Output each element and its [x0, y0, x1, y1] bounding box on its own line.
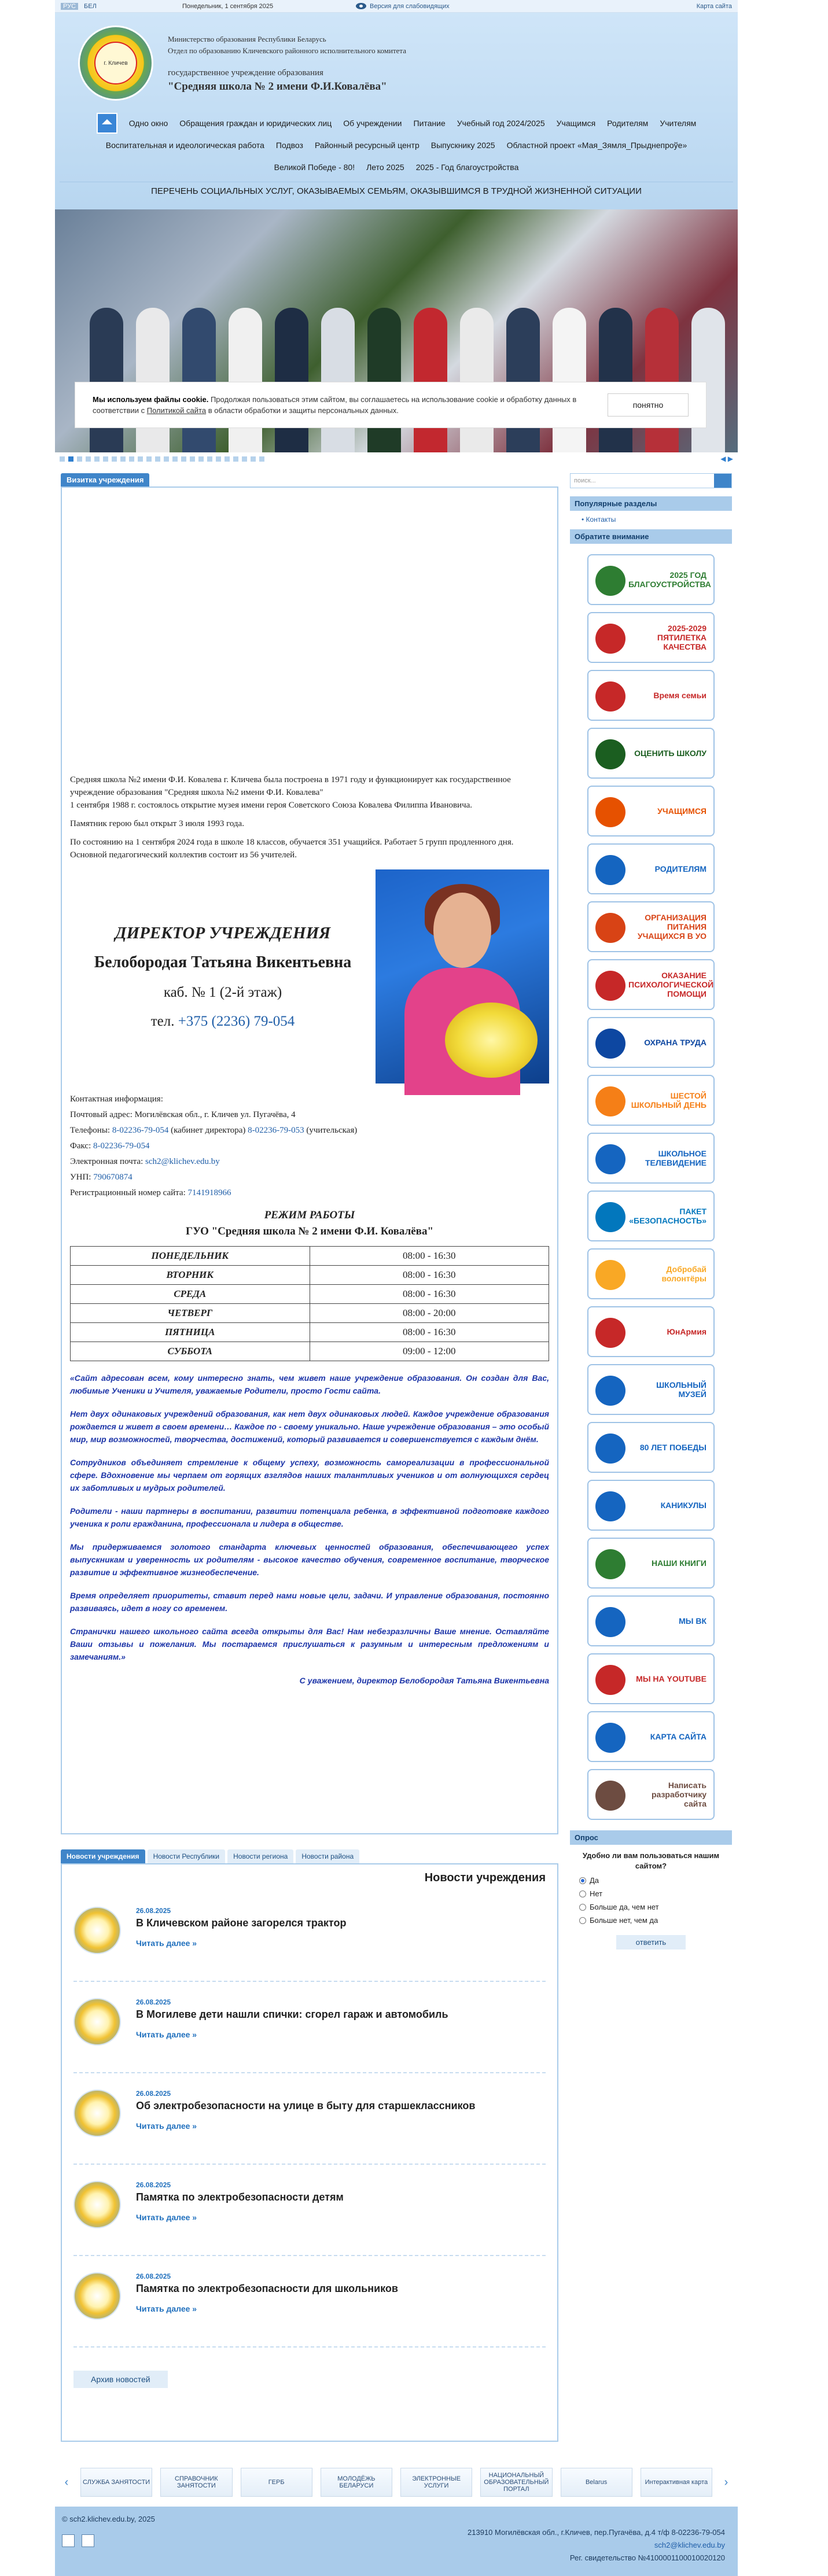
welcome-paragraph: Сотрудников объединяет стремление к общему успеху, возможность самореализации в профессиональной сфере. Вдохновение мы черпаем от горящих взглядов наших талантливых учеников и от волнующихся сердец их заботливых и мудрых родителей. — [70, 1458, 549, 1492]
welcome-paragraph: Родители - наши партнеры в воспитании, развитии потенциала ребенка, в эффективной подготовке каждого ученика к роли гражданина, профессионала и лидера в обществе. — [70, 1506, 549, 1528]
cookie-text — [93, 394, 593, 416]
cookie-body-end: в области обработки и защиты персональных данных. — [206, 406, 399, 415]
table-row — [71, 1285, 549, 1304]
poll-option[interactable]: Больше нет, чем да — [579, 1916, 723, 1925]
director-photo — [376, 869, 549, 1084]
nav-students[interactable]: Учащимся — [556, 119, 596, 128]
copyright: © sch2.klichev.edu.by, 2025 — [62, 2515, 155, 2523]
history-paragraph: Средняя школа №2 имени Ф.И. Ковалева г. Кличева была построена в 1971 году и функционирует как государственное учреждение образования "Средняя школа №2 имени Ф.И. Ковалева" 1 сентября 1988 г. состоялось открытие музея имени героя Советского Союза Ковалева Филиппа Ивановича. — [70, 775, 511, 810]
sidebar — [570, 473, 732, 2442]
tv-icon — [595, 1144, 625, 1174]
sidebar-banner[interactable] — [587, 959, 715, 1010]
students-icon — [595, 797, 625, 827]
sidebar-banner-label: НАШИ КНИГИ — [652, 1558, 706, 1568]
schedule-time: 08:00 - 16:30 — [310, 1323, 549, 1342]
poll-option[interactable]: Нет — [579, 1889, 723, 1898]
tab-region-news[interactable]: Новости региона — [227, 1849, 293, 1863]
slider-figure — [182, 308, 216, 452]
email: Электронная почта: sch2@klichev.edu.by — [70, 1157, 220, 1166]
sidebar-banner[interactable] — [587, 1075, 715, 1126]
nav-about[interactable]: Об учреждении — [343, 119, 402, 128]
org-type: государственное учреждение образования — [168, 68, 323, 78]
family-icon — [595, 681, 625, 712]
slider-dot[interactable] — [112, 456, 117, 462]
news-badge-icon — [73, 2181, 121, 2228]
list-item — [73, 2256, 546, 2347]
ministry-name: Министерство образования Республики Беларусь — [168, 35, 326, 43]
page — [55, 0, 738, 2562]
nav-parents[interactable]: Родителям — [607, 119, 649, 128]
sitemap-icon — [595, 1723, 625, 1753]
phones: Телефоны: 8-02236-79-054 (кабинет директора) 8-02236-79-053 (учительская) — [70, 1126, 358, 1135]
nav-summer[interactable]: Лето 2025 — [366, 163, 404, 172]
school-name: "Средняя школа № 2 имени Ф.И.Ковалёва" — [168, 80, 387, 93]
slider-dot[interactable] — [225, 456, 230, 462]
developer-icon — [595, 1781, 625, 1811]
welcome-paragraph: Нет двух одинаковых учреждений образования, как нет двух одинаковых людей. Каждое учреждение образования рождается и живет в своем времени… Каждое по - своему уникально. Наше учреждение образования – это особый мир, мир возможностей, творчества, достижений, который развивается и совершенствуется с каждым днём. — [70, 1409, 549, 1444]
slider-dot[interactable] — [120, 456, 126, 462]
sidebar-banner-label: ПАКЕТ «БЕЗОПАСНОСТЬ» — [629, 1207, 706, 1225]
partner-link[interactable]: НАЦИОНАЛЬНЫЙ ОБРАЗОВАТЕЛЬНЫЙ ПОРТАЛ — [480, 2468, 552, 2497]
slider-dot[interactable] — [164, 456, 169, 462]
news-date: 26.08.2025 — [136, 2089, 171, 2098]
sidebar-banner[interactable] — [587, 1480, 715, 1531]
sidebar-banner[interactable] — [587, 1595, 715, 1646]
nav-year-improvement[interactable]: 2025 - Год благоустройства — [415, 163, 519, 172]
slider-dot[interactable] — [251, 456, 256, 462]
language-switcher — [61, 3, 182, 10]
slider-dot[interactable] — [181, 456, 186, 462]
slider-dot[interactable] — [77, 456, 82, 462]
welcome-paragraph: Странички нашего школьного сайта всегда открыты для Вас! Нам небезразличны Ваше мнение. Оставляйте Ваши отзывы и пожелания. Мы постараемся прислушаться к разумным и интересным предложениям и замечаниям.» — [70, 1627, 549, 1661]
check-icon — [595, 739, 625, 769]
news-title-link[interactable]: В Кличевском районе загорелся трактор — [136, 1917, 347, 1929]
emblem-icon — [595, 566, 625, 596]
list-item — [73, 2165, 546, 2256]
contacts-label: Контактная информация: — [70, 1094, 163, 1104]
army-icon — [595, 1318, 625, 1348]
schedule-time: 08:00 - 20:00 — [310, 1304, 549, 1323]
victory-icon — [595, 1433, 625, 1464]
sidebar-banner[interactable] — [587, 901, 715, 952]
sidebar-banner-label: КАРТА САЙТА — [650, 1732, 706, 1741]
slider-figure — [599, 308, 632, 452]
phone-director-link[interactable]: 8-02236-79-054 — [112, 1126, 169, 1135]
schedule-day: ЧЕТВЕРГ — [71, 1304, 310, 1323]
sidebar-banner[interactable] — [587, 786, 715, 836]
list-item — [73, 1890, 546, 1982]
poll-option[interactable]: Больше да, чем нет — [579, 1903, 723, 1911]
news-title-link[interactable]: Памятка по электробезопасности детям — [136, 2191, 344, 2203]
vote-button[interactable]: ответить — [616, 1935, 686, 1949]
nav-teachers[interactable]: Учителям — [660, 119, 697, 128]
news-list — [61, 1863, 558, 2442]
stats-paragraph: По состоянию на 1 сентября 2024 года в школе 18 классов, обучается 351 учащийся. Работает 5 групп продленного дня. Основной педагогический коллектив состоит из 56 учителей. — [70, 838, 514, 860]
phone-staff-link[interactable]: 8-02236-79-053 — [248, 1126, 304, 1135]
welcome-paragraph: «Сайт адресован всем, кому интересно знать, чем живет наше учреждение образования. Он создан для Вас, любимые Ученики и Учителя, уважаемые Родители, просто Гости сайта. — [70, 1373, 549, 1395]
slider-figure — [691, 308, 725, 452]
sidebar-banner-label: РОДИТЕЛЯМ — [654, 864, 706, 874]
cookie-banner — [75, 382, 706, 428]
sidebar-banner-label: ОКАЗАНИЕ ПСИХОЛОГИЧЕСКОЙ ПОМОЩИ — [628, 971, 714, 998]
schedule-time: 08:00 - 16:30 — [310, 1285, 549, 1304]
schedule-day: ПОНЕДЕЛЬНИК — [71, 1247, 310, 1266]
director-name: Белобородая Татьяна Викентьевна — [94, 953, 352, 971]
security-icon — [595, 1202, 625, 1232]
slider-figure — [460, 308, 494, 452]
director-room: каб. № 1 (2-й этаж) — [163, 984, 282, 1000]
slider-figure — [90, 308, 123, 452]
slider-controls[interactable]: ◀ ▶ — [720, 455, 733, 463]
home-icon[interactable] — [97, 113, 117, 134]
sixth-day-icon — [595, 1086, 625, 1116]
sidebar-banner-label: ШКОЛЬНЫЙ МУЗЕЙ — [656, 1380, 706, 1399]
table-row — [71, 1247, 549, 1266]
poll-option[interactable]: Да — [579, 1876, 723, 1885]
read-more-link[interactable]: Читать далее » — [136, 2304, 197, 2313]
radio-icon[interactable] — [579, 1877, 586, 1884]
slider-figure — [645, 308, 679, 452]
bee-icon — [595, 1260, 625, 1290]
schedule-time: 09:00 - 12:00 — [310, 1342, 549, 1361]
slider-dot[interactable] — [60, 456, 65, 462]
current-date: Понедельник, 1 сентября 2025 — [182, 2, 274, 10]
reg-link[interactable]: 7141918966 — [187, 1188, 231, 1197]
news-date: 26.08.2025 — [136, 2181, 171, 2189]
table-row — [71, 1304, 549, 1323]
sidebar-banner[interactable] — [587, 1306, 715, 1357]
qr-icon[interactable] — [82, 2534, 94, 2547]
slider-figure — [321, 308, 355, 452]
attention-heading: Обратите внимание — [570, 529, 732, 544]
books-icon — [595, 1549, 625, 1579]
vk-icon — [595, 1607, 625, 1637]
counter-icon[interactable] — [62, 2534, 75, 2547]
nav-row-1 — [60, 112, 733, 134]
poll — [570, 1845, 732, 1955]
sidebar-banner[interactable] — [587, 1422, 715, 1473]
slider-figure — [506, 308, 540, 452]
impaired-version-link[interactable] — [356, 3, 697, 10]
lang-ru[interactable]: РУС — [61, 3, 78, 10]
popular-heading: Популярные разделы — [570, 496, 732, 511]
radio-icon[interactable] — [579, 1904, 586, 1911]
nav-one-window[interactable]: Одно окно — [128, 119, 168, 128]
slider-dot[interactable] — [233, 456, 238, 462]
search-box — [570, 473, 732, 488]
news-title-link[interactable]: Памятка по электробезопасности для школьников — [136, 2283, 398, 2294]
slider-dot[interactable] — [259, 456, 264, 462]
footer-reg: Рег. свидетельство №4100001100010020120 — [569, 2553, 725, 2562]
nav-appeals[interactable]: Обращения граждан и юридических лиц — [179, 119, 332, 128]
visit-card — [61, 487, 558, 1834]
social-services-link[interactable]: ПЕРЕЧЕНЬ СОЦИАЛЬНЫХ УСЛУГ, ОКАЗЫВАЕМЫХ СЕМЬЯМ, ОКАЗЫВШИМСЯ В ТРУДНОЙ ЖИЗНЕННОЙ СИТУАЦИИ — [60, 182, 733, 200]
director-title: ДИРЕКТОР УЧРЕЖДЕНИЯ — [115, 923, 331, 942]
partner-link[interactable]: СПРАВОЧНИК ЗАНЯТОСТИ — [160, 2468, 232, 2497]
sidebar-banner-label: ОРГАНИЗАЦИЯ ПИТАНИЯ УЧАЩИХСЯ В УО — [637, 913, 706, 941]
slider-figure — [136, 308, 170, 452]
fax: Факс: 8-02236-79-054 — [70, 1141, 150, 1151]
safety-icon — [595, 1029, 625, 1059]
nav-resource-center[interactable]: Районный ресурсный центр — [314, 141, 419, 150]
news-heading: Новости учреждения — [424, 1871, 546, 1884]
table-row — [71, 1342, 549, 1361]
sidebar-banner-label: ШЕСТОЙ ШКОЛЬНЫЙ ДЕНЬ — [631, 1091, 706, 1110]
sidebar-banner-label: ОЦЕНИТЬ ШКОЛУ — [634, 749, 706, 758]
nav-row-2 — [60, 134, 733, 156]
main-column — [61, 473, 558, 2442]
partner-link[interactable]: ЭЛЕКТРОННЫЕ УСЛУГИ — [400, 2468, 472, 2497]
partner-carousel — [55, 2465, 738, 2500]
director-info — [70, 924, 376, 1030]
sidebar-banner[interactable] — [587, 670, 715, 721]
youtube-icon — [595, 1665, 625, 1695]
partner-link[interactable]: Интерактивная карта — [641, 2468, 712, 2497]
sidebar-banner[interactable] — [587, 843, 715, 894]
nav-row-3 — [60, 156, 733, 178]
tab-school-news[interactable]: Новости учреждения — [61, 1849, 145, 1863]
search-input[interactable]: поиск... — [574, 477, 596, 484]
regime-title: РЕЖИМ РАБОТЫ — [264, 1209, 355, 1221]
slider-dot[interactable] — [129, 456, 134, 462]
tab-district-news[interactable]: Новости района — [296, 1849, 359, 1863]
banner-list — [570, 544, 732, 1820]
partner-link[interactable]: ГЕРБ — [241, 2468, 312, 2497]
schedule-day: СУББОТА — [71, 1342, 310, 1361]
footer-contacts — [468, 2526, 725, 2564]
slider-dot[interactable] — [190, 456, 195, 462]
popular-list — [570, 511, 732, 528]
radio-icon[interactable] — [579, 1917, 586, 1924]
email-link[interactable]: sch2@klichev.edu.by — [145, 1157, 220, 1166]
holidays-icon — [595, 1491, 625, 1521]
sidebar-banner-label: ЮнАрмия — [667, 1327, 706, 1336]
read-more-link[interactable]: Читать далее » — [136, 2030, 197, 2039]
site-header — [55, 13, 738, 209]
nav-food[interactable]: Питание — [413, 119, 446, 128]
director-block — [70, 869, 549, 1084]
list-item — [73, 1982, 546, 2073]
read-more-link[interactable]: Читать далее » — [136, 2121, 197, 2131]
carousel-next-icon[interactable]: › — [724, 2475, 728, 2489]
partner-link[interactable]: СЛУЖБА ЗАНЯТОСТИ — [80, 2468, 152, 2497]
slider-dot[interactable] — [146, 456, 152, 462]
museum-icon — [595, 1376, 625, 1406]
partner-link[interactable]: МОЛОДЁЖЬ БЕЛАРУСИ — [321, 2468, 392, 2497]
contact-info — [70, 1092, 549, 1201]
schedule-time: 08:00 - 16:30 — [310, 1266, 549, 1285]
unp-link[interactable]: 790670874 — [93, 1173, 133, 1182]
impaired-label: Версия для слабовидящих — [370, 2, 450, 10]
sidebar-banner[interactable] — [587, 1364, 715, 1415]
cookie-policy-link[interactable]: Политикой сайта — [146, 406, 207, 415]
sidebar-banner-label: 80 ЛЕТ ПОБЕДЫ — [639, 1443, 706, 1452]
slider-dot[interactable] — [68, 456, 73, 462]
schedule-day: ПЯТНИЦА — [71, 1323, 310, 1342]
welcome-paragraph: Мы придерживаемся золотого стандарта ключевых ценностей образования, обеспечивающего успех выпускникам и уверенность их родителям - высокое качество обучения, современное воспитание, творческое развитие и эффективное жизнеобеспечение. — [70, 1542, 549, 1577]
schedule-table — [70, 1246, 549, 1361]
photo-slider[interactable] — [55, 209, 738, 452]
sidebar-banner-label: УЧАЩИМСЯ — [657, 806, 706, 816]
sidebar-banner[interactable] — [587, 728, 715, 779]
sidebar-banner[interactable] — [587, 1191, 715, 1241]
lang-by[interactable]: БЕЛ — [84, 2, 97, 10]
list-item — [73, 2073, 546, 2165]
news-badge-icon — [73, 2089, 121, 2137]
popular-item-contacts[interactable]: • Контакты — [582, 515, 616, 524]
footer-email-link[interactable]: sch2@klichev.edu.by — [654, 2541, 725, 2549]
header-text — [168, 35, 406, 93]
slider-dot[interactable] — [242, 456, 247, 462]
monument-paragraph: Памятник герою был открыт 3 июля 1993 года. — [70, 819, 244, 828]
search-button[interactable] — [714, 474, 731, 488]
sidebar-banner-label: ОХРАНА ТРУДА — [644, 1038, 706, 1047]
sidebar-banner-label: 2025-2029 ПЯТИЛЕТКА КАЧЕСТВА — [657, 624, 706, 651]
slider-dot[interactable] — [207, 456, 212, 462]
news-title-link[interactable]: Об электробезопасности на улице в быту для старшеклассников — [136, 2100, 476, 2111]
site-reg-number: Регистрационный номер сайта: 7141918966 — [70, 1188, 231, 1197]
quality-icon — [595, 624, 625, 654]
welcome-paragraph: Время определяет приоритеты, ставит перед нами новые цели, задачи. И управление образования, постоянно развиваясь, идет в ногу со временем. — [70, 1591, 549, 1613]
director-phone-link[interactable]: +375 (2236) 79-054 — [178, 1013, 295, 1029]
school-logo[interactable] — [78, 25, 153, 101]
slider-dot[interactable] — [198, 456, 204, 462]
food-icon — [595, 913, 625, 943]
site-footer — [55, 2507, 738, 2576]
partner-link[interactable]: Belarus — [561, 2468, 632, 2497]
work-schedule-heading — [70, 1209, 549, 1238]
embedded-media-area — [70, 496, 549, 773]
sitemap-link[interactable]: Карта сайта — [696, 2, 732, 10]
top-bar — [55, 0, 738, 13]
sidebar-banner[interactable] — [587, 554, 715, 605]
nav-transport[interactable]: Подвоз — [275, 141, 303, 150]
sidebar-banner-label: МЫ НА YOUTUBE — [636, 1674, 706, 1683]
director-phone: тел. +375 (2236) 79-054 — [150, 1013, 295, 1029]
news-date: 26.08.2025 — [136, 2272, 171, 2280]
slider-figure — [553, 308, 586, 452]
regime-org: ГУО "Средняя школа № 2 имени Ф.И. Ковалёва" — [186, 1225, 433, 1237]
sidebar-banner[interactable] — [587, 1538, 715, 1589]
schedule-day: СРЕДА — [71, 1285, 310, 1304]
news-badge-icon — [73, 1998, 121, 2046]
sidebar-banner[interactable] — [587, 1711, 715, 1762]
table-row — [71, 1266, 549, 1285]
tab-visit-card[interactable]: Визитка учреждения — [61, 473, 149, 487]
nav-regional-project[interactable]: Областной проект «Мая_Зямля_Прыднепроўе» — [506, 141, 687, 150]
news-date: 26.08.2025 — [136, 1907, 171, 1915]
news-title-link[interactable]: В Могилеве дети нашли спички: сгорел гараж и автомобиль — [136, 2009, 448, 2020]
fax-link[interactable]: 8-02236-79-054 — [93, 1141, 150, 1151]
logo-caption: г. Кличев — [94, 42, 137, 84]
news-badge-icon — [73, 2272, 121, 2320]
nav-victory-80[interactable]: Великой Победе - 80! — [274, 163, 355, 172]
slider-dot[interactable] — [172, 456, 178, 462]
slider-dots — [55, 452, 738, 465]
nav-education-work[interactable]: Воспитательная и идеологическая работа — [105, 141, 264, 150]
sidebar-banner[interactable] — [587, 1017, 715, 1068]
sidebar-banner[interactable] — [587, 1653, 715, 1704]
slider-dot[interactable] — [86, 456, 91, 462]
table-row — [71, 1323, 549, 1342]
cookie-accept-button[interactable]: понятно — [608, 393, 689, 417]
footer-address: 213910 Могилёвская обл., г.Кличев, пер.Пугачёва, д.4 т/ф 8-02236-79-054 — [468, 2528, 725, 2537]
slider-figure — [229, 308, 262, 452]
slider-figure — [275, 308, 308, 452]
sidebar-banner-label: Время семьи — [653, 691, 706, 700]
sidebar-banner[interactable] — [587, 612, 715, 663]
cookie-title: Мы используем файлы cookie. — [93, 395, 209, 404]
postal-address: Почтовый адрес: Могилёвская обл., г. Кличев ул. Пугачёва, 4 — [70, 1110, 296, 1119]
heart-icon — [595, 971, 625, 1001]
news-tabs — [61, 1849, 558, 1863]
sidebar-banner[interactable] — [587, 1769, 715, 1820]
sidebar-banner-label: ШКОЛЬНОЕ ТЕЛЕВИДЕНИЕ — [645, 1149, 706, 1167]
news-date: 26.08.2025 — [136, 1998, 171, 2006]
footer-icons — [62, 2534, 94, 2547]
news-badge-icon — [73, 1907, 121, 1954]
nav-graduates[interactable]: Выпускнику 2025 — [430, 141, 495, 150]
slider-dot[interactable] — [216, 456, 221, 462]
read-more-link[interactable]: Читать далее » — [136, 1939, 197, 1948]
slider-figure — [367, 308, 401, 452]
main-nav — [60, 112, 733, 200]
slider-dot[interactable] — [103, 456, 108, 462]
schedule-day: ВТОРНИК — [71, 1266, 310, 1285]
sidebar-banner[interactable] — [587, 1248, 715, 1299]
department-name: Отдел по образованию Кличевского районного исполнительного комитета — [168, 46, 407, 55]
carousel-prev-icon[interactable]: ‹ — [64, 2475, 69, 2489]
sidebar-banner-label: 2025 ГОД БЛАГОУСТРОЙСТВА — [628, 570, 711, 589]
parents-icon — [595, 855, 625, 885]
tab-republic-news[interactable]: Новости Республики — [148, 1849, 226, 1863]
poll-heading: Опрос — [570, 1830, 732, 1845]
read-more-link[interactable]: Читать далее » — [136, 2213, 197, 2222]
radio-icon[interactable] — [579, 1890, 586, 1897]
sidebar-banner-label: КАНИКУЛЫ — [660, 1501, 706, 1510]
unp: УНП: 790670874 — [70, 1173, 133, 1182]
sidebar-banner-label: МЫ ВК — [679, 1616, 706, 1626]
director-signature: С уважением, директор Белобородая Татьяна Викентьевна — [299, 1676, 549, 1685]
slider-dot[interactable] — [138, 456, 143, 462]
content-columns — [55, 465, 738, 2442]
slider-figure — [414, 308, 447, 452]
nav-school-year[interactable]: Учебный год 2024/2025 — [457, 119, 545, 128]
slider-dot[interactable] — [155, 456, 160, 462]
eye-icon — [356, 3, 366, 9]
poll-question: Удобно ли вам пользоваться нашим сайтом? — [582, 1851, 720, 1870]
slider-dot[interactable] — [94, 456, 100, 462]
news-archive-button[interactable]: Архив новостей — [73, 2371, 168, 2388]
sidebar-banner-label: Написать разработчику сайта — [651, 1781, 706, 1808]
sidebar-banner-label: Добробай волонтёры — [661, 1265, 706, 1283]
schedule-time: 08:00 - 16:30 — [310, 1247, 549, 1266]
cookie-body: Продолжая пользоваться этим сайтом, вы соглашаетесь на использование cookie и обработку данных в соответствии с — [93, 395, 577, 415]
sidebar-banner[interactable] — [587, 1133, 715, 1184]
